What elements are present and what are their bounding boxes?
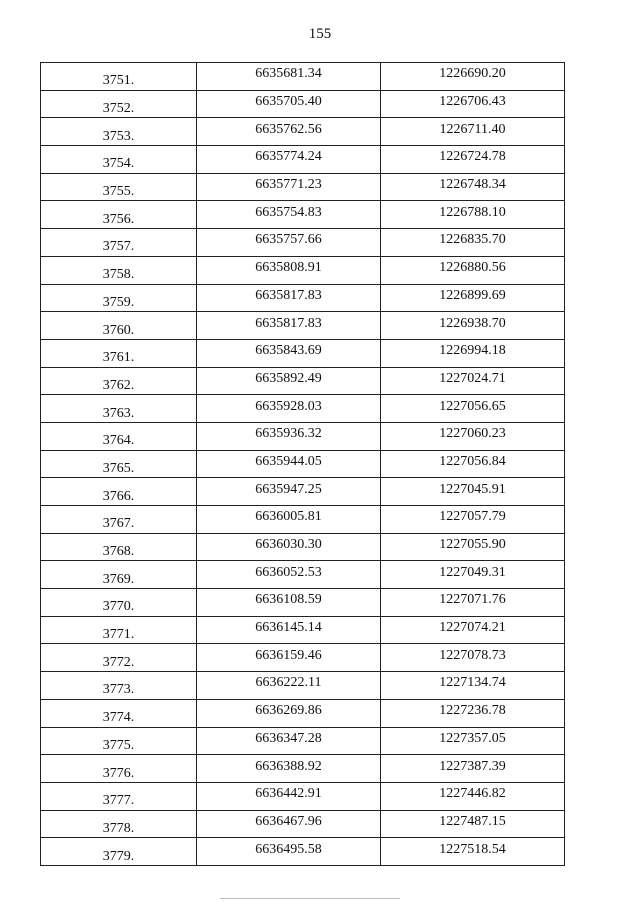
x-coordinate-text: 6635944.05 xyxy=(255,453,322,469)
y-coordinate-text: 1226880.56 xyxy=(439,260,506,276)
point-number-text: 3760. xyxy=(102,322,135,338)
x-coordinate-cell xyxy=(197,450,381,478)
y-coordinate-text: 1227074.21 xyxy=(439,620,506,636)
x-coordinate-cell xyxy=(197,672,381,700)
y-coordinate-text: 1227487.15 xyxy=(439,813,506,829)
y-coordinate-text: 1227078.73 xyxy=(439,647,506,663)
x-coordinate-text: 6635771.23 xyxy=(255,177,322,193)
point-number-text: 3772. xyxy=(102,654,135,670)
point-number-text: 3773. xyxy=(102,682,135,698)
table-row xyxy=(41,339,565,367)
point-number-cell xyxy=(41,229,197,257)
y-coordinate-cell xyxy=(381,782,565,810)
y-coordinate-text: 1227049.31 xyxy=(439,564,506,580)
point-number-cell xyxy=(41,422,197,450)
y-coordinate-text: 1226724.78 xyxy=(439,149,506,165)
point-number-text: 3779. xyxy=(102,848,135,864)
table-row xyxy=(41,118,565,146)
x-coordinate-cell xyxy=(197,616,381,644)
x-coordinate-text: 6635928.03 xyxy=(255,398,322,414)
x-coordinate-text: 6635762.56 xyxy=(255,121,322,137)
table-row xyxy=(41,838,565,866)
point-number-cell xyxy=(41,63,197,91)
y-coordinate-cell xyxy=(381,561,565,589)
point-number-cell xyxy=(41,478,197,506)
y-coordinate-cell xyxy=(381,339,565,367)
x-coordinate-text: 6636222.11 xyxy=(255,675,322,691)
x-coordinate-cell xyxy=(197,395,381,423)
point-number-cell xyxy=(41,589,197,617)
x-coordinate-text: 6635774.24 xyxy=(255,149,322,165)
point-number-text: 3757. xyxy=(102,239,135,255)
x-coordinate-text: 6635936.32 xyxy=(255,426,322,442)
y-coordinate-cell xyxy=(381,256,565,284)
point-number-text: 3761. xyxy=(102,350,135,366)
point-number-text: 3756. xyxy=(102,211,135,227)
y-coordinate-cell xyxy=(381,533,565,561)
point-number-cell xyxy=(41,810,197,838)
x-coordinate-cell xyxy=(197,561,381,589)
point-number-text: 3765. xyxy=(102,460,135,476)
y-coordinate-cell xyxy=(381,755,565,783)
x-coordinate-cell xyxy=(197,367,381,395)
point-number-text: 3771. xyxy=(102,627,135,643)
x-coordinate-text: 6636388.92 xyxy=(255,758,322,774)
point-number-cell xyxy=(41,782,197,810)
x-coordinate-cell xyxy=(197,506,381,534)
y-coordinate-cell xyxy=(381,146,565,174)
table-row xyxy=(41,672,565,700)
table-row xyxy=(41,506,565,534)
point-number-cell xyxy=(41,727,197,755)
x-coordinate-text: 6636467.96 xyxy=(255,813,322,829)
point-number-cell xyxy=(41,367,197,395)
page-number: 155 xyxy=(308,26,332,42)
point-number-cell xyxy=(41,672,197,700)
x-coordinate-cell xyxy=(197,644,381,672)
y-coordinate-text: 1226690.20 xyxy=(439,66,506,82)
point-number-cell xyxy=(41,755,197,783)
x-coordinate-cell xyxy=(197,699,381,727)
table-row xyxy=(41,478,565,506)
table-row xyxy=(41,727,565,755)
x-coordinate-text: 6636145.14 xyxy=(255,620,322,636)
y-coordinate-text: 1226835.70 xyxy=(439,232,506,248)
table-row xyxy=(41,146,565,174)
point-number-text: 3759. xyxy=(102,294,135,310)
y-coordinate-cell xyxy=(381,727,565,755)
x-coordinate-text: 6636347.28 xyxy=(255,730,322,746)
point-number-text: 3777. xyxy=(102,793,135,809)
point-number-cell xyxy=(41,173,197,201)
point-number-text: 3766. xyxy=(102,488,135,504)
point-number-text: 3774. xyxy=(102,710,135,726)
x-coordinate-text: 6635892.49 xyxy=(255,370,322,386)
table-row xyxy=(41,256,565,284)
x-coordinate-text: 6635817.83 xyxy=(255,315,322,331)
point-number-cell xyxy=(41,118,197,146)
y-coordinate-cell xyxy=(381,63,565,91)
y-coordinate-cell xyxy=(381,478,565,506)
y-coordinate-text: 1226899.69 xyxy=(439,287,506,303)
y-coordinate-text: 1227055.90 xyxy=(439,537,506,553)
y-coordinate-cell xyxy=(381,810,565,838)
point-number-cell xyxy=(41,533,197,561)
table-row xyxy=(41,782,565,810)
y-coordinate-cell xyxy=(381,422,565,450)
y-coordinate-text: 1227045.91 xyxy=(439,481,506,497)
x-coordinate-text: 6636269.86 xyxy=(255,703,322,719)
x-coordinate-cell xyxy=(197,755,381,783)
y-coordinate-text: 1226788.10 xyxy=(439,204,506,220)
y-coordinate-cell xyxy=(381,838,565,866)
point-number-cell xyxy=(41,450,197,478)
point-number-cell xyxy=(41,644,197,672)
table-row xyxy=(41,616,565,644)
y-coordinate-cell xyxy=(381,312,565,340)
point-number-cell xyxy=(41,339,197,367)
point-number-cell xyxy=(41,506,197,534)
table-row xyxy=(41,422,565,450)
y-coordinate-text: 1226706.43 xyxy=(439,94,506,110)
y-coordinate-text: 1227057.79 xyxy=(439,509,506,525)
x-coordinate-text: 6635757.66 xyxy=(255,232,322,248)
table-row xyxy=(41,699,565,727)
point-number-cell xyxy=(41,838,197,866)
y-coordinate-cell xyxy=(381,173,565,201)
y-coordinate-cell xyxy=(381,616,565,644)
x-coordinate-cell xyxy=(197,589,381,617)
point-number-text: 3754. xyxy=(102,156,135,172)
y-coordinate-cell xyxy=(381,644,565,672)
table-row xyxy=(41,644,565,672)
point-number-text: 3762. xyxy=(102,377,135,393)
x-coordinate-cell xyxy=(197,533,381,561)
table-row xyxy=(41,90,565,118)
x-coordinate-cell xyxy=(197,118,381,146)
point-number-text: 3776. xyxy=(102,765,135,781)
x-coordinate-cell xyxy=(197,478,381,506)
x-coordinate-text: 6636030.30 xyxy=(255,537,322,553)
x-coordinate-text: 6635808.91 xyxy=(255,260,322,276)
y-coordinate-text: 1227060.23 xyxy=(439,426,506,442)
table-row xyxy=(41,367,565,395)
point-number-text: 3763. xyxy=(102,405,135,421)
x-coordinate-cell xyxy=(197,229,381,257)
y-coordinate-text: 1227056.65 xyxy=(439,398,506,414)
point-number-text: 3753. xyxy=(102,128,135,144)
point-number-text: 3767. xyxy=(102,516,135,532)
x-coordinate-text: 6635754.83 xyxy=(255,204,322,220)
point-number-cell xyxy=(41,312,197,340)
y-coordinate-cell xyxy=(381,90,565,118)
y-coordinate-text: 1227024.71 xyxy=(439,370,506,386)
y-coordinate-cell xyxy=(381,672,565,700)
table-row xyxy=(41,561,565,589)
table-row xyxy=(41,589,565,617)
y-coordinate-cell xyxy=(381,450,565,478)
y-coordinate-cell xyxy=(381,699,565,727)
x-coordinate-text: 6635947.25 xyxy=(255,481,322,497)
x-coordinate-cell xyxy=(197,284,381,312)
y-coordinate-cell xyxy=(381,589,565,617)
table-row xyxy=(41,201,565,229)
table-row xyxy=(41,533,565,561)
y-coordinate-text: 1227357.05 xyxy=(439,730,506,746)
x-coordinate-cell xyxy=(197,782,381,810)
point-number-cell xyxy=(41,284,197,312)
y-coordinate-text: 1226711.40 xyxy=(439,121,506,137)
point-number-text: 3751. xyxy=(102,73,135,89)
y-coordinate-cell xyxy=(381,229,565,257)
x-coordinate-text: 6636442.91 xyxy=(255,786,322,802)
point-number-cell xyxy=(41,561,197,589)
point-number-text: 3778. xyxy=(102,820,135,836)
point-number-text: 3768. xyxy=(102,544,135,560)
point-number-cell xyxy=(41,395,197,423)
y-coordinate-text: 1227387.39 xyxy=(439,758,506,774)
y-coordinate-cell xyxy=(381,367,565,395)
table-row xyxy=(41,755,565,783)
point-number-cell xyxy=(41,616,197,644)
divider xyxy=(220,898,400,899)
table-row xyxy=(41,312,565,340)
x-coordinate-cell xyxy=(197,63,381,91)
point-number-text: 3769. xyxy=(102,571,135,587)
x-coordinate-cell xyxy=(197,201,381,229)
point-number-text: 3775. xyxy=(102,737,135,753)
table-row xyxy=(41,173,565,201)
x-coordinate-text: 6635817.83 xyxy=(255,287,322,303)
x-coordinate-cell xyxy=(197,312,381,340)
table-row xyxy=(41,810,565,838)
x-coordinate-text: 6636108.59 xyxy=(255,592,322,608)
x-coordinate-cell xyxy=(197,422,381,450)
x-coordinate-text: 6636005.81 xyxy=(255,509,322,525)
point-number-cell xyxy=(41,146,197,174)
x-coordinate-cell xyxy=(197,810,381,838)
point-number-cell xyxy=(41,90,197,118)
y-coordinate-text: 1227236.78 xyxy=(439,703,506,719)
x-coordinate-cell xyxy=(197,838,381,866)
y-coordinate-text: 1226748.34 xyxy=(439,177,506,193)
point-number-cell xyxy=(41,201,197,229)
y-coordinate-text: 1227056.84 xyxy=(439,453,506,469)
y-coordinate-cell xyxy=(381,201,565,229)
x-coordinate-cell xyxy=(197,339,381,367)
table-body xyxy=(41,63,565,866)
x-coordinate-text: 6635705.40 xyxy=(255,94,322,110)
x-coordinate-text: 6636495.58 xyxy=(255,841,322,857)
y-coordinate-text: 1227446.82 xyxy=(439,786,506,802)
y-coordinate-cell xyxy=(381,118,565,146)
coordinates-table xyxy=(40,62,565,866)
point-number-text: 3770. xyxy=(102,599,135,615)
y-coordinate-cell xyxy=(381,395,565,423)
table-row xyxy=(41,284,565,312)
x-coordinate-cell xyxy=(197,256,381,284)
y-coordinate-text: 1227134.74 xyxy=(439,675,506,691)
point-number-cell xyxy=(41,699,197,727)
point-number-text: 3758. xyxy=(102,267,135,283)
table-row xyxy=(41,63,565,91)
x-coordinate-text: 6636052.53 xyxy=(255,564,322,580)
x-coordinate-cell xyxy=(197,727,381,755)
x-coordinate-cell xyxy=(197,90,381,118)
y-coordinate-text: 1226994.18 xyxy=(439,343,506,359)
x-coordinate-cell xyxy=(197,173,381,201)
table-row xyxy=(41,395,565,423)
y-coordinate-cell xyxy=(381,506,565,534)
x-coordinate-text: 6635681.34 xyxy=(255,66,322,82)
y-coordinate-text: 1227518.54 xyxy=(439,841,506,857)
point-number-cell xyxy=(41,256,197,284)
point-number-text: 3764. xyxy=(102,433,135,449)
point-number-text: 3752. xyxy=(102,101,135,117)
point-number-text: 3755. xyxy=(102,184,135,200)
table-row xyxy=(41,229,565,257)
x-coordinate-text: 6635843.69 xyxy=(255,343,322,359)
x-coordinate-cell xyxy=(197,146,381,174)
x-coordinate-text: 6636159.46 xyxy=(255,647,322,663)
y-coordinate-text: 1226938.70 xyxy=(439,315,506,331)
table-row xyxy=(41,450,565,478)
y-coordinate-text: 1227071.76 xyxy=(439,592,506,608)
y-coordinate-cell xyxy=(381,284,565,312)
